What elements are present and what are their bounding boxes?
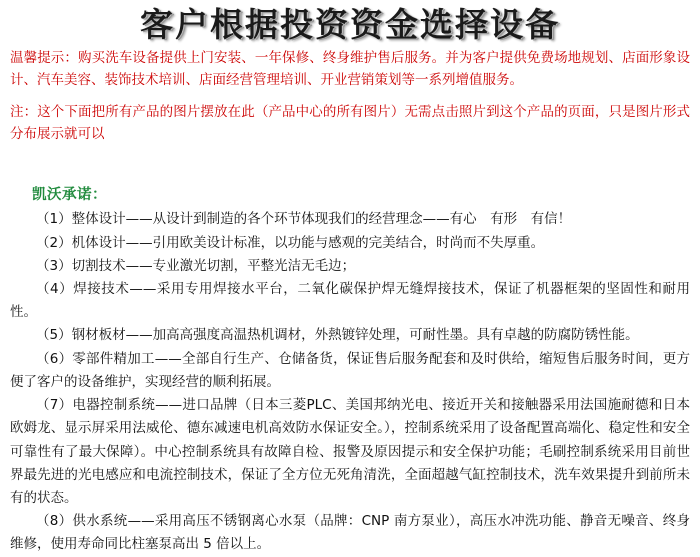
promise-list	[10, 208, 690, 556]
list-item: （8）供水系统——采用高压不锈钢离心水泵（品牌：CNP 南方泵业），高压水冲洗功能、静音无噪音、终身维修，使用寿命同比柱塞泵高出 5 倍以上。	[10, 513, 690, 553]
list-item: （6）零部件精加工——全部自行生产、仓储备货，保证售后服务配套和及时供给，缩短售后服务时间，更方便了客户的设备维护，实现经营的顺利拓展。	[10, 350, 690, 390]
warm-tip-notice: 温馨提示：购买洗车设备提供上门安装、一年保修、终身维护售后服务。并为客户提供免费场地规划、店面形象设计、汽车美容、装饰技术培训、店面经营管理培训、开业营销策划等一系列增值服务。	[10, 49, 690, 88]
red-instruction-notice: 注：这个下面把所有产品的图片摆放在此（产品中心的所有图片）无需点击照片到这个产品的页面，只是图片形式分布展示就可以	[10, 103, 690, 142]
list-item: （2）机体设计——引用欧美设计标准，以功能与感观的完美结合，时尚而不失厚重。	[36, 234, 545, 251]
list-item: （4）焊接技术——采用专用焊接水平台，二氧化碳保护焊无缝焊接技术，保证了机器框架的坚固性和耐用性。	[10, 281, 690, 321]
list-item: （7）电器控制系统——进口品牌（日本三菱PLC、美国邦纳光电、接近开关和接触器采用法国施耐德和日本欧姆龙、显示屏采用法威伦、德东减速电机高效防水保证安全。），控制系统采用了设备配置高端化、稳定性和安全可靠性有了最大保障）。中心控制系统具有故障自检、报警及原因提示和安全保护功能；毛刷控制系统采用目前世界最先进的光电感应和电流控制技术，保证了全方位无死角清洗，全面超越气缸控制技术，洗车效果提升到前所未有的状态。	[10, 397, 690, 506]
page-title: 客户根据投资资金选择设备	[140, 5, 560, 44]
spacer	[0, 145, 700, 183]
list-item: （3）切割技术——专业激光切割，平整光洁无毛边；	[36, 257, 356, 274]
list-item: （1）整体设计——从设计到制造的各个环节体现我们的经营理念——有心 有形 有信！	[36, 211, 572, 228]
list-item: （5）钢材板材——加高高强度高温热机调材，外熱镀锌处理，可耐性墨。具有卓越的防腐防锈性能。	[36, 327, 639, 344]
promise-heading: 凯沃承诺：	[32, 187, 107, 204]
document-page	[0, 5, 700, 553]
